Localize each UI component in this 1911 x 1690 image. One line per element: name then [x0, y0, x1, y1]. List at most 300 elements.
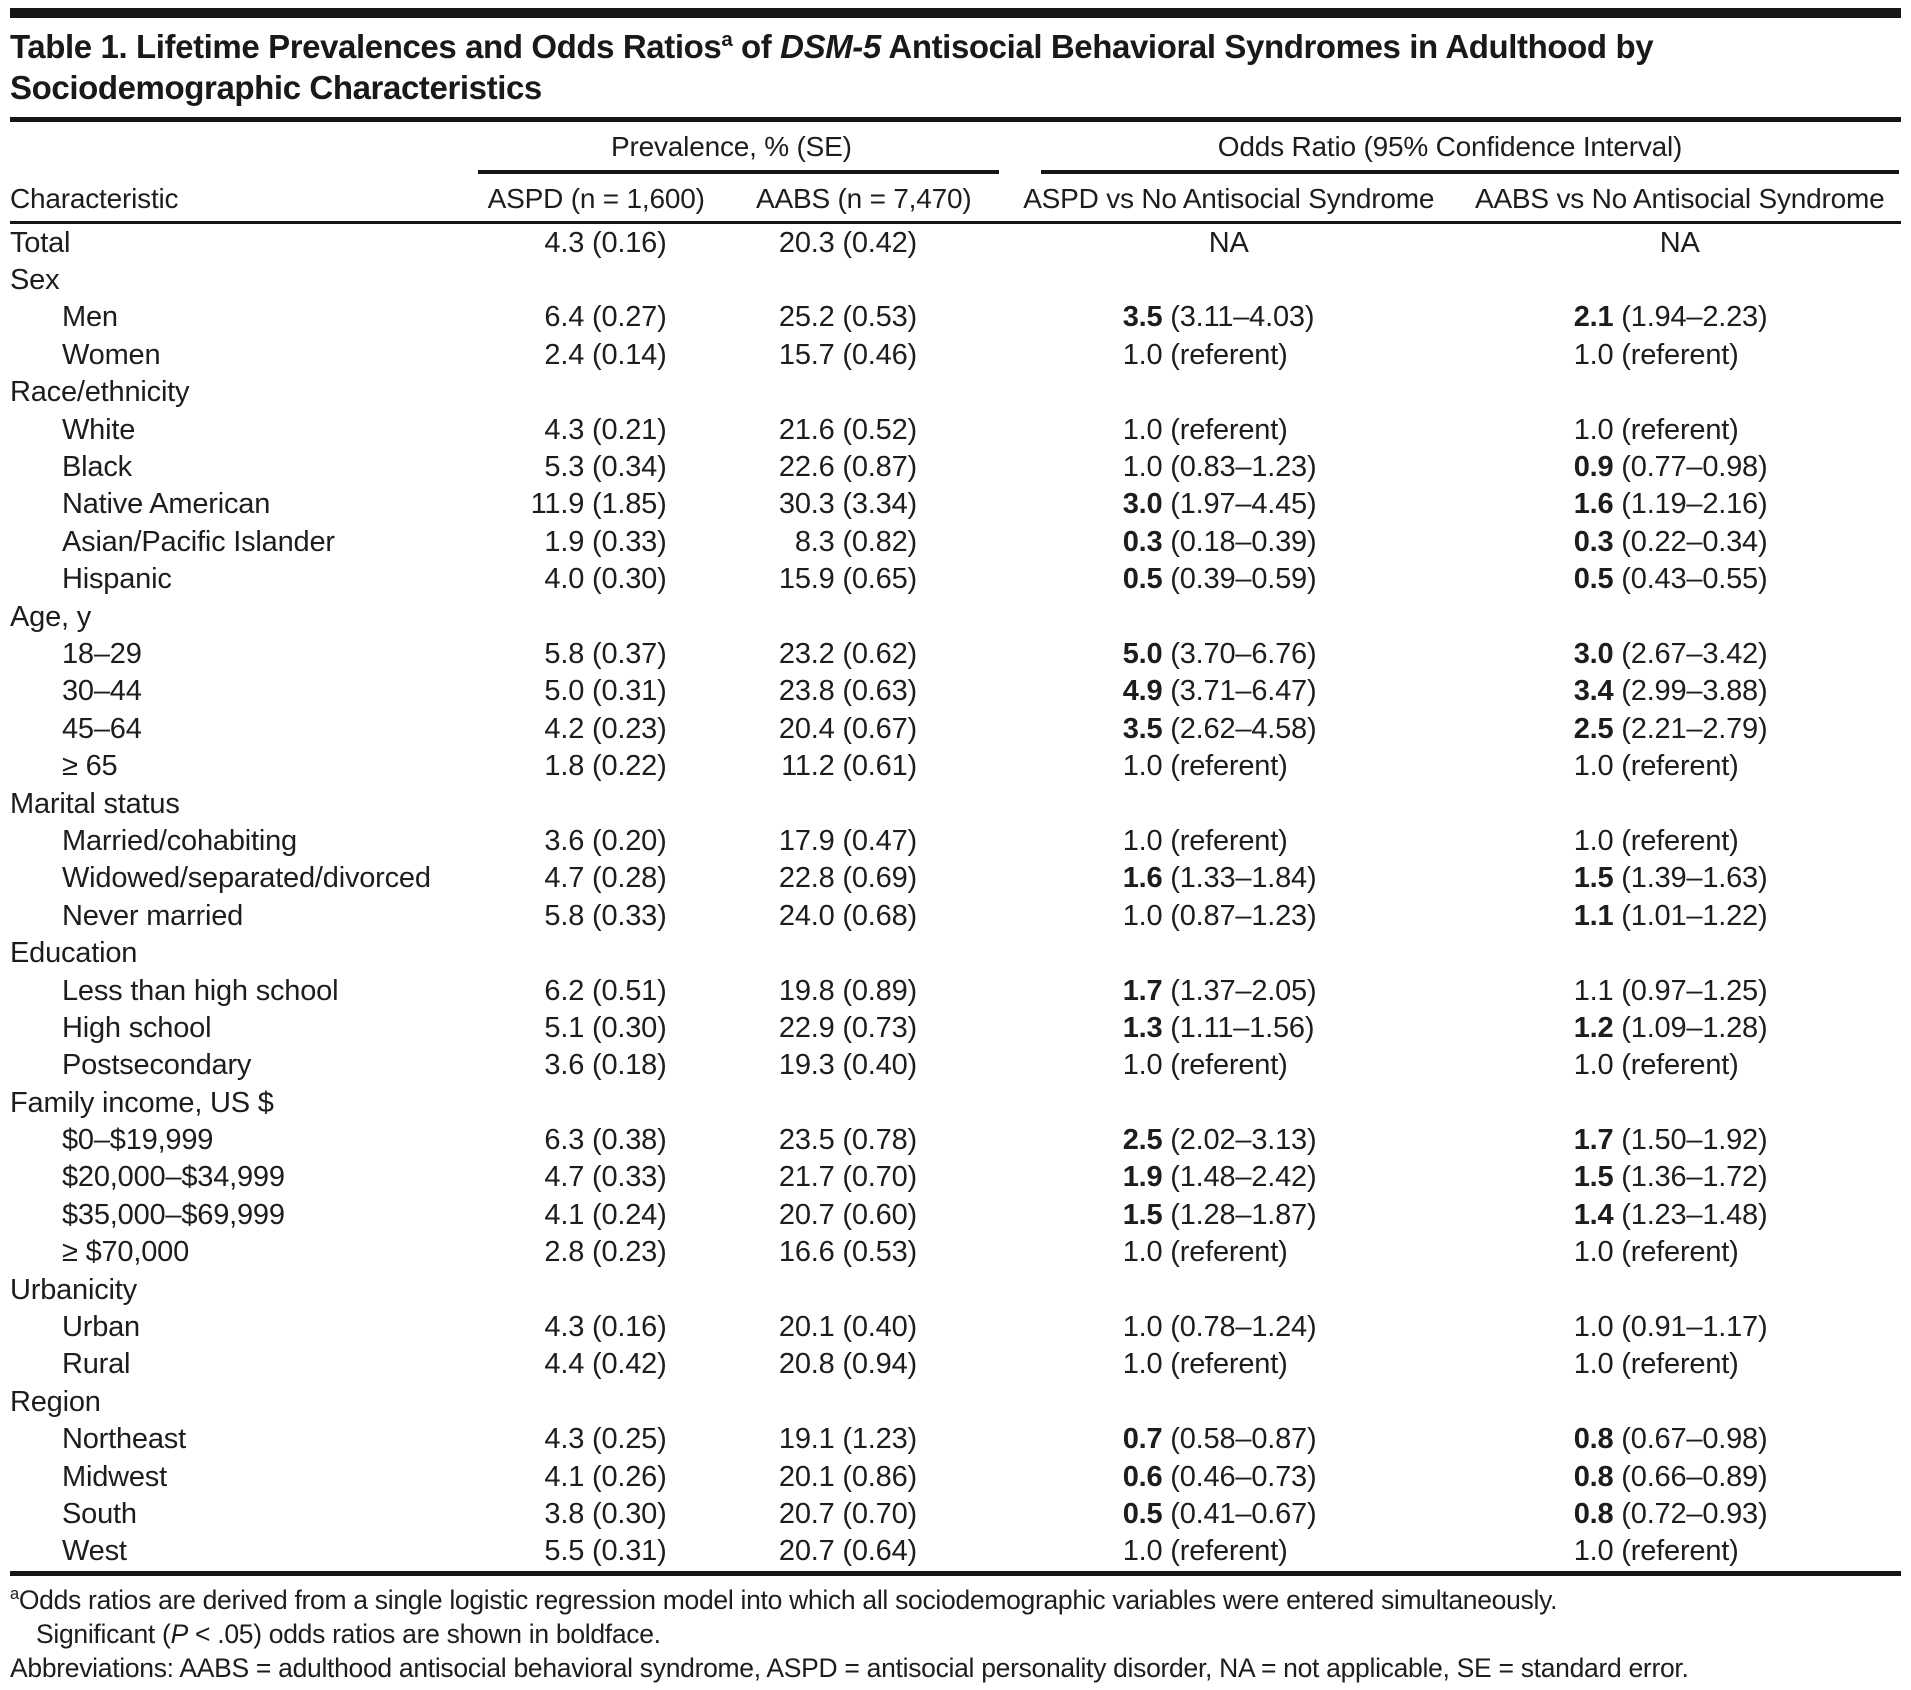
- odds-ratio-block: [1123, 1010, 1335, 1046]
- aabs-odds-ratio: [1458, 860, 1901, 897]
- odds-ratio-block: [1123, 337, 1335, 373]
- aspd-odds-ratio: [999, 1121, 1459, 1158]
- odds-ratio-value: 0.8: [1573, 1497, 1614, 1530]
- table-row: [10, 1234, 1901, 1271]
- footnote-a-line1: [10, 1583, 1901, 1617]
- aspd-odds-ratio: [999, 561, 1459, 598]
- confidence-interval: (referent): [1613, 1535, 1739, 1568]
- odds-ratio-value: 1.7: [1122, 974, 1163, 1007]
- table-row: [10, 1458, 1901, 1495]
- odds-ratio-value: 0.6: [1122, 1460, 1163, 1493]
- footnote-significance-post: < .05) odds ratios are shown in boldface.: [187, 1619, 661, 1650]
- table-row: [10, 747, 1901, 784]
- odds-ratio-block: [1123, 1533, 1335, 1569]
- na-value: NA: [1659, 226, 1700, 259]
- odds-ratio-value: 1.0: [1122, 1535, 1163, 1568]
- confidence-interval: (1.28–1.87): [1162, 1198, 1317, 1231]
- aabs-prevalence: 20.1 (0.40): [778, 1311, 917, 1344]
- aabs-prevalence: 20.7 (0.60): [778, 1198, 917, 1231]
- group-row: [10, 374, 1901, 411]
- row-label: Native American: [62, 488, 271, 521]
- odds-ratio-value: 1.0: [1122, 338, 1163, 371]
- row-label: Midwest: [62, 1460, 167, 1493]
- aabs-prevalence: 20.8 (0.94): [778, 1348, 917, 1381]
- title-dsm5-italic: DSM-5: [780, 28, 881, 65]
- aabs-odds-ratio: [1458, 1458, 1901, 1495]
- odds-ratio-block: [1123, 1159, 1335, 1195]
- table-row: [10, 1121, 1901, 1158]
- odds-ratio-block: [1574, 1309, 1786, 1345]
- odds-ratio-block: [1574, 973, 1786, 1009]
- aabs-prevalence: 19.8 (0.89): [778, 974, 917, 1007]
- aspd-odds-ratio: [999, 897, 1459, 934]
- group-label: Sex: [10, 264, 60, 297]
- table-row: [10, 448, 1901, 485]
- aspd-prevalence: 5.8 (0.33): [544, 899, 667, 932]
- aabs-prevalence: 21.6 (0.52): [778, 413, 917, 446]
- odds-ratio-value: 4.9: [1122, 675, 1163, 708]
- odds-ratio-block: [1123, 748, 1335, 784]
- odds-ratio-value: 1.0: [1122, 1311, 1163, 1344]
- odds-ratio-value: 1.4: [1573, 1198, 1614, 1231]
- odds-ratio-block: [1574, 1234, 1786, 1270]
- aabs-prevalence: 22.6 (0.87): [778, 451, 917, 484]
- abbreviations-text: Abbreviations: AABS = adulthood antisocial behavioral syndrome, ASPD = antisocial personality disorder, NA = not applicable, SE = standard error.: [10, 1653, 1689, 1684]
- confidence-interval: (1.11–1.56): [1162, 1011, 1315, 1044]
- confidence-interval: (referent): [1613, 1049, 1739, 1082]
- aabs-odds-ratio: [1458, 1196, 1901, 1233]
- group-row: [10, 1383, 1901, 1420]
- odds-ratio-block: [1123, 673, 1335, 709]
- odds-ratio-value: 3.0: [1122, 488, 1163, 521]
- confidence-interval: (referent): [1162, 1348, 1288, 1381]
- odds-ratio-block: [1123, 860, 1335, 896]
- aspd-odds-ratio-header: ASPD vs No Antisocial Syndrome: [999, 174, 1459, 223]
- row-label: Postsecondary: [62, 1049, 252, 1082]
- confidence-interval: (1.50–1.92): [1613, 1124, 1768, 1157]
- odds-ratio-block: [1123, 1496, 1335, 1532]
- aspd-odds-ratio: [999, 411, 1459, 448]
- aspd-odds-ratio: [999, 860, 1459, 897]
- confidence-interval: (referent): [1613, 824, 1739, 857]
- odds-ratio-value: 1.0: [1573, 1535, 1614, 1568]
- table-row: [10, 1159, 1901, 1196]
- odds-ratio-block: [1574, 1159, 1786, 1195]
- aabs-prevalence: 15.7 (0.46): [778, 338, 917, 371]
- aabs-odds-ratio: [1458, 1421, 1901, 1458]
- odds-ratio-block: [1574, 711, 1786, 747]
- aspd-prevalence: 4.3 (0.21): [544, 413, 667, 446]
- group-label: Age, y: [10, 600, 92, 633]
- confidence-interval: (0.46–0.73): [1162, 1460, 1317, 1493]
- confidence-interval: (referent): [1613, 1236, 1739, 1269]
- odds-ratio-group-header: [999, 122, 1901, 174]
- odds-ratio-value: 1.0: [1573, 1049, 1614, 1082]
- aabs-odds-ratio: [1458, 299, 1901, 336]
- table-row: [10, 299, 1901, 336]
- odds-ratio-value: 1.0: [1573, 1236, 1614, 1269]
- odds-ratio-value: 1.0: [1122, 1348, 1163, 1381]
- aabs-odds-ratio: [1458, 710, 1901, 747]
- footnote-a-text: Odds ratios are derived from a single logistic regression model into which all sociodemographic variables were entered simultaneously.: [18, 1585, 1558, 1616]
- characteristic-header: Characteristic: [10, 174, 464, 223]
- aabs-odds-ratio: [1458, 223, 1901, 262]
- aabs-prevalence: 15.9 (0.65): [778, 563, 917, 596]
- group-row: [10, 785, 1901, 822]
- row-label: Urban: [62, 1311, 140, 1344]
- table-row: [10, 1421, 1901, 1458]
- aspd-prevalence: 4.7 (0.33): [544, 1161, 667, 1194]
- confidence-interval: (0.97–1.25): [1613, 974, 1768, 1007]
- odds-ratio-value: 1.5: [1122, 1198, 1163, 1231]
- aabs-prevalence: 8.3 (0.82): [794, 525, 917, 558]
- row-label: 30–44: [62, 675, 142, 708]
- confidence-interval: (1.48–2.42): [1162, 1161, 1317, 1194]
- odds-ratio-block: [1574, 1346, 1786, 1382]
- aspd-prevalence: 3.6 (0.20): [544, 824, 667, 857]
- aspd-prevalence: 5.8 (0.37): [544, 637, 667, 670]
- row-label: $20,000–$34,999: [62, 1161, 285, 1194]
- odds-ratio-value: 1.0: [1573, 750, 1614, 783]
- confidence-interval: (0.58–0.87): [1162, 1423, 1317, 1456]
- table-row: [10, 1346, 1901, 1383]
- aabs-prevalence: 25.2 (0.53): [778, 301, 917, 334]
- confidence-interval: (referent): [1162, 338, 1288, 371]
- confidence-interval: (1.39–1.63): [1613, 862, 1768, 895]
- aabs-prevalence: 30.3 (3.34): [778, 488, 917, 521]
- row-label: Black: [62, 451, 132, 484]
- title-line1-mid: of: [732, 28, 781, 65]
- group-label: Region: [10, 1385, 101, 1418]
- group-row: [10, 1084, 1901, 1121]
- confidence-interval: (1.36–1.72): [1613, 1161, 1768, 1194]
- table-row: [10, 486, 1901, 523]
- table-row: [10, 1047, 1901, 1084]
- aspd-prevalence: 4.1 (0.24): [544, 1198, 667, 1231]
- aabs-odds-ratio: [1458, 448, 1901, 485]
- aspd-odds-ratio: [999, 1346, 1459, 1383]
- aabs-odds-ratio: [1458, 1159, 1901, 1196]
- confidence-interval: (3.11–4.03): [1162, 301, 1315, 334]
- aspd-prevalence: 5.5 (0.31): [544, 1535, 667, 1568]
- confidence-interval: (referent): [1162, 750, 1288, 783]
- confidence-interval: (referent): [1613, 413, 1739, 446]
- aspd-prevalence: 4.7 (0.28): [544, 862, 667, 895]
- confidence-interval: (2.99–3.88): [1613, 675, 1768, 708]
- aabs-odds-ratio: [1458, 1346, 1901, 1383]
- odds-ratio-value: 1.9: [1122, 1161, 1163, 1194]
- odds-ratio-value: 1.0: [1573, 1311, 1614, 1344]
- odds-ratio-block: [1123, 711, 1335, 747]
- row-label: Married/cohabiting: [62, 824, 297, 857]
- odds-ratio-value: 0.8: [1573, 1460, 1614, 1493]
- odds-ratio-value: 1.6: [1573, 488, 1614, 521]
- odds-ratio-block: [1574, 561, 1786, 597]
- odds-ratio-value: 1.0: [1122, 413, 1163, 446]
- odds-ratio-value: 1.6: [1122, 862, 1163, 895]
- footnote-significance-pre: Significant (: [36, 1619, 171, 1650]
- aspd-odds-ratio: [999, 1495, 1459, 1532]
- aspd-odds-ratio: [999, 1047, 1459, 1084]
- aspd-prevalence: 5.0 (0.31): [544, 675, 667, 708]
- group-label: Urbanicity: [10, 1273, 137, 1306]
- confidence-interval: (0.87–1.23): [1162, 899, 1317, 932]
- aspd-prevalence: 6.4 (0.27): [544, 301, 667, 334]
- aspd-prevalence: 1.8 (0.22): [544, 750, 667, 783]
- group-label: Education: [10, 937, 138, 970]
- aabs-odds-ratio: [1458, 972, 1901, 1009]
- confidence-interval: (1.37–2.05): [1162, 974, 1317, 1007]
- odds-ratio-block: [1574, 1197, 1786, 1233]
- aabs-odds-ratio: [1458, 336, 1901, 373]
- odds-ratio-block: [1574, 1496, 1786, 1532]
- table-body: [10, 223, 1901, 1571]
- odds-ratio-value: 5.0: [1122, 637, 1163, 670]
- aspd-odds-ratio: [999, 673, 1459, 710]
- aabs-prevalence: 20.7 (0.70): [778, 1497, 917, 1530]
- aabs-odds-ratio: [1458, 1308, 1901, 1345]
- confidence-interval: (0.22–0.34): [1613, 525, 1768, 558]
- odds-ratio-value: 1.0: [1573, 338, 1614, 371]
- footnote-a-line2: [10, 1617, 1901, 1651]
- table-row: [10, 523, 1901, 560]
- confidence-interval: (2.02–3.13): [1162, 1124, 1317, 1157]
- confidence-interval: (1.94–2.23): [1613, 301, 1768, 334]
- odds-ratio-value: 2.1: [1573, 301, 1614, 334]
- aabs-prevalence: 22.8 (0.69): [778, 862, 917, 895]
- odds-ratio-block: [1574, 898, 1786, 934]
- aspd-odds-ratio: [999, 336, 1459, 373]
- odds-ratio-block: [1574, 1047, 1786, 1083]
- aabs-odds-ratio: [1458, 411, 1901, 448]
- aspd-prevalence: 5.1 (0.30): [544, 1011, 667, 1044]
- abbreviations-line: [10, 1651, 1901, 1685]
- title-footnote-mark: a: [721, 28, 733, 51]
- confidence-interval: (referent): [1613, 750, 1739, 783]
- row-label: 18–29: [62, 637, 142, 670]
- group-row: [10, 934, 1901, 971]
- na-value: NA: [1208, 226, 1249, 259]
- aspd-prevalence: 6.3 (0.38): [544, 1124, 667, 1157]
- row-label: Asian/Pacific Islander: [62, 525, 335, 558]
- aspd-prevalence: 4.0 (0.30): [544, 563, 667, 596]
- title-line1-suffix: Antisocial Behavioral Syndromes in Adulthood by: [880, 28, 1654, 65]
- odds-ratio-block: [1574, 636, 1786, 672]
- table-row: [10, 860, 1901, 897]
- odds-ratio-block: [1574, 337, 1786, 373]
- prevalence-odds-table: [10, 122, 1901, 1570]
- odds-ratio-value: 0.5: [1122, 563, 1163, 596]
- aabs-odds-ratio: [1458, 486, 1901, 523]
- aspd-prevalence: 1.9 (0.33): [544, 525, 667, 558]
- table-row: [10, 336, 1901, 373]
- table-row: [10, 673, 1901, 710]
- aspd-odds-ratio: [999, 747, 1459, 784]
- table-row: [10, 710, 1901, 747]
- aabs-prevalence: 23.8 (0.63): [778, 675, 917, 708]
- aspd-prevalence: 4.1 (0.26): [544, 1460, 667, 1493]
- row-label: Widowed/separated/divorced: [62, 862, 431, 895]
- odds-ratio-block: [1574, 524, 1786, 560]
- title-line1-prefix: Table 1. Lifetime Prevalences and Odds Ratios: [10, 28, 722, 65]
- aabs-odds-ratio: [1458, 1533, 1901, 1570]
- odds-ratio-block: [1123, 823, 1335, 859]
- row-label: West: [62, 1535, 127, 1568]
- confidence-interval: (0.41–0.67): [1162, 1497, 1317, 1530]
- row-label: Northeast: [62, 1423, 186, 1456]
- odds-ratio-block: [1574, 299, 1786, 335]
- aspd-prevalence: 4.3 (0.25): [544, 1423, 667, 1456]
- odds-ratio-value: 1.0: [1122, 1049, 1163, 1082]
- aabs-odds-ratio-header: AABS vs No Antisocial Syndrome: [1458, 174, 1901, 223]
- odds-ratio-block: [1574, 486, 1786, 522]
- odds-ratio-block: [1123, 524, 1335, 560]
- aspd-odds-ratio: [999, 822, 1459, 859]
- aspd-odds-ratio: [999, 448, 1459, 485]
- aspd-prevalence: 4.3 (0.16): [544, 226, 667, 259]
- odds-ratio-value: 2.5: [1573, 712, 1614, 745]
- table-row: [10, 1495, 1901, 1532]
- table-row: [10, 1533, 1901, 1570]
- odds-ratio-value: 1.0: [1122, 750, 1163, 783]
- row-label: Hispanic: [62, 563, 172, 596]
- row-label: Total: [10, 226, 71, 259]
- aabs-odds-ratio: [1458, 635, 1901, 672]
- aabs-odds-ratio: [1458, 1234, 1901, 1271]
- group-row: [10, 261, 1901, 298]
- column-header-row: [10, 174, 1901, 223]
- aabs-prevalence: 16.6 (0.53): [778, 1236, 917, 1269]
- confidence-interval: (1.97–4.45): [1162, 488, 1317, 521]
- confidence-interval: (0.91–1.17): [1613, 1311, 1768, 1344]
- odds-ratio-value: 0.5: [1122, 1497, 1163, 1530]
- confidence-interval: (1.33–1.84): [1162, 862, 1317, 895]
- confidence-interval: (0.66–0.89): [1613, 1460, 1768, 1493]
- empty-header-cell: [10, 122, 464, 174]
- aabs-prevalence: 19.3 (0.40): [778, 1049, 917, 1082]
- confidence-interval: (1.23–1.48): [1613, 1198, 1768, 1231]
- odds-ratio-value: 1.5: [1573, 862, 1614, 895]
- table-row: [10, 1196, 1901, 1233]
- aabs-prevalence: 20.4 (0.67): [778, 712, 917, 745]
- odds-ratio-value: 0.3: [1573, 525, 1614, 558]
- aabs-prevalence: 17.9 (0.47): [778, 824, 917, 857]
- odds-ratio-value: 0.5: [1573, 563, 1614, 596]
- odds-ratio-value: 1.2: [1573, 1011, 1614, 1044]
- aspd-prevalence: 2.4 (0.14): [544, 338, 667, 371]
- aspd-prevalence: 6.2 (0.51): [544, 974, 667, 1007]
- odds-ratio-value: 0.3: [1122, 525, 1163, 558]
- odds-ratio-block: [1574, 1459, 1786, 1495]
- confidence-interval: (0.78–1.24): [1162, 1311, 1317, 1344]
- odds-ratio-group-label: Odds Ratio (95% Confidence Interval): [1217, 131, 1683, 162]
- table-row: [10, 561, 1901, 598]
- confidence-interval: (referent): [1613, 338, 1739, 371]
- aspd-odds-ratio: [999, 1421, 1459, 1458]
- aabs-prevalence: 23.5 (0.78): [778, 1124, 917, 1157]
- aabs-odds-ratio: [1458, 747, 1901, 784]
- aspd-prevalence: 4.4 (0.42): [544, 1348, 667, 1381]
- aspd-odds-ratio: [999, 1458, 1459, 1495]
- row-label: White: [62, 413, 136, 446]
- footnote-top-rule: [10, 1571, 1901, 1576]
- odds-ratio-block: [1123, 561, 1335, 597]
- odds-ratio-block: [1574, 748, 1786, 784]
- confidence-interval: (referent): [1162, 1236, 1288, 1269]
- odds-ratio-value: 1.3: [1122, 1011, 1163, 1044]
- aabs-prevalence: 19.1 (1.23): [778, 1423, 917, 1456]
- aabs-odds-ratio: [1458, 1009, 1901, 1046]
- odds-ratio-value: 3.4: [1573, 675, 1614, 708]
- confidence-interval: (referent): [1162, 824, 1288, 857]
- group-row: [10, 1271, 1901, 1308]
- confidence-interval: (1.01–1.22): [1613, 899, 1768, 932]
- odds-ratio-value: 3.5: [1122, 301, 1163, 334]
- aspd-odds-ratio: [999, 299, 1459, 336]
- odds-ratio-value: 2.5: [1122, 1124, 1163, 1157]
- table-row: [10, 822, 1901, 859]
- confidence-interval: (referent): [1162, 1535, 1288, 1568]
- aabs-odds-ratio: [1458, 1121, 1901, 1158]
- confidence-interval: (referent): [1162, 1049, 1288, 1082]
- confidence-interval: (referent): [1613, 1348, 1739, 1381]
- odds-ratio-block: [1123, 299, 1335, 335]
- odds-ratio-block: [1123, 449, 1335, 485]
- confidence-interval: (0.43–0.55): [1613, 563, 1768, 596]
- confidence-interval: (0.18–0.39): [1162, 525, 1317, 558]
- confidence-interval: (3.71–6.47): [1162, 675, 1317, 708]
- odds-ratio-value: 1.0: [1122, 899, 1163, 932]
- odds-ratio-value: 1.0: [1122, 1236, 1163, 1269]
- row-label: ≥ $70,000: [62, 1236, 190, 1269]
- confidence-interval: (2.67–3.42): [1613, 637, 1768, 670]
- confidence-interval: (2.62–4.58): [1162, 712, 1317, 745]
- odds-ratio-block: [1123, 1346, 1335, 1382]
- footnotes: [10, 1583, 1901, 1685]
- odds-ratio-value: 1.5: [1573, 1161, 1614, 1194]
- aabs-odds-ratio: [1458, 1047, 1901, 1084]
- row-label: Never married: [62, 899, 244, 932]
- prevalence-group-header: [464, 122, 999, 174]
- confidence-interval: (0.39–0.59): [1162, 563, 1317, 596]
- confidence-interval: (1.09–1.28): [1613, 1011, 1768, 1044]
- aabs-prevalence: 22.9 (0.73): [778, 1011, 917, 1044]
- confidence-interval: (1.19–2.16): [1613, 488, 1768, 521]
- aabs-odds-ratio: [1458, 561, 1901, 598]
- table-row: [10, 972, 1901, 1009]
- odds-ratio-value: 1.1: [1573, 899, 1614, 932]
- table-row: [10, 1009, 1901, 1046]
- row-label: 45–64: [62, 712, 142, 745]
- aabs-odds-ratio: [1458, 822, 1901, 859]
- odds-ratio-value: 0.8: [1573, 1423, 1614, 1456]
- table-title: [10, 26, 1901, 108]
- aspd-odds-ratio: [999, 635, 1459, 672]
- aabs-odds-ratio: [1458, 1495, 1901, 1532]
- row-label: Men: [62, 301, 118, 334]
- odds-ratio-block: [1574, 1533, 1786, 1569]
- aspd-odds-ratio: [999, 486, 1459, 523]
- odds-ratio-block: [1123, 486, 1335, 522]
- aspd-odds-ratio: [999, 710, 1459, 747]
- aabs-prevalence: 23.2 (0.62): [778, 637, 917, 670]
- row-label: $35,000–$69,999: [62, 1198, 285, 1231]
- aabs-prevalence-header: AABS (n = 7,470): [729, 174, 999, 223]
- row-label: South: [62, 1497, 137, 1530]
- table-row: [10, 897, 1901, 934]
- odds-ratio-block: [1123, 1122, 1335, 1158]
- group-row: [10, 598, 1901, 635]
